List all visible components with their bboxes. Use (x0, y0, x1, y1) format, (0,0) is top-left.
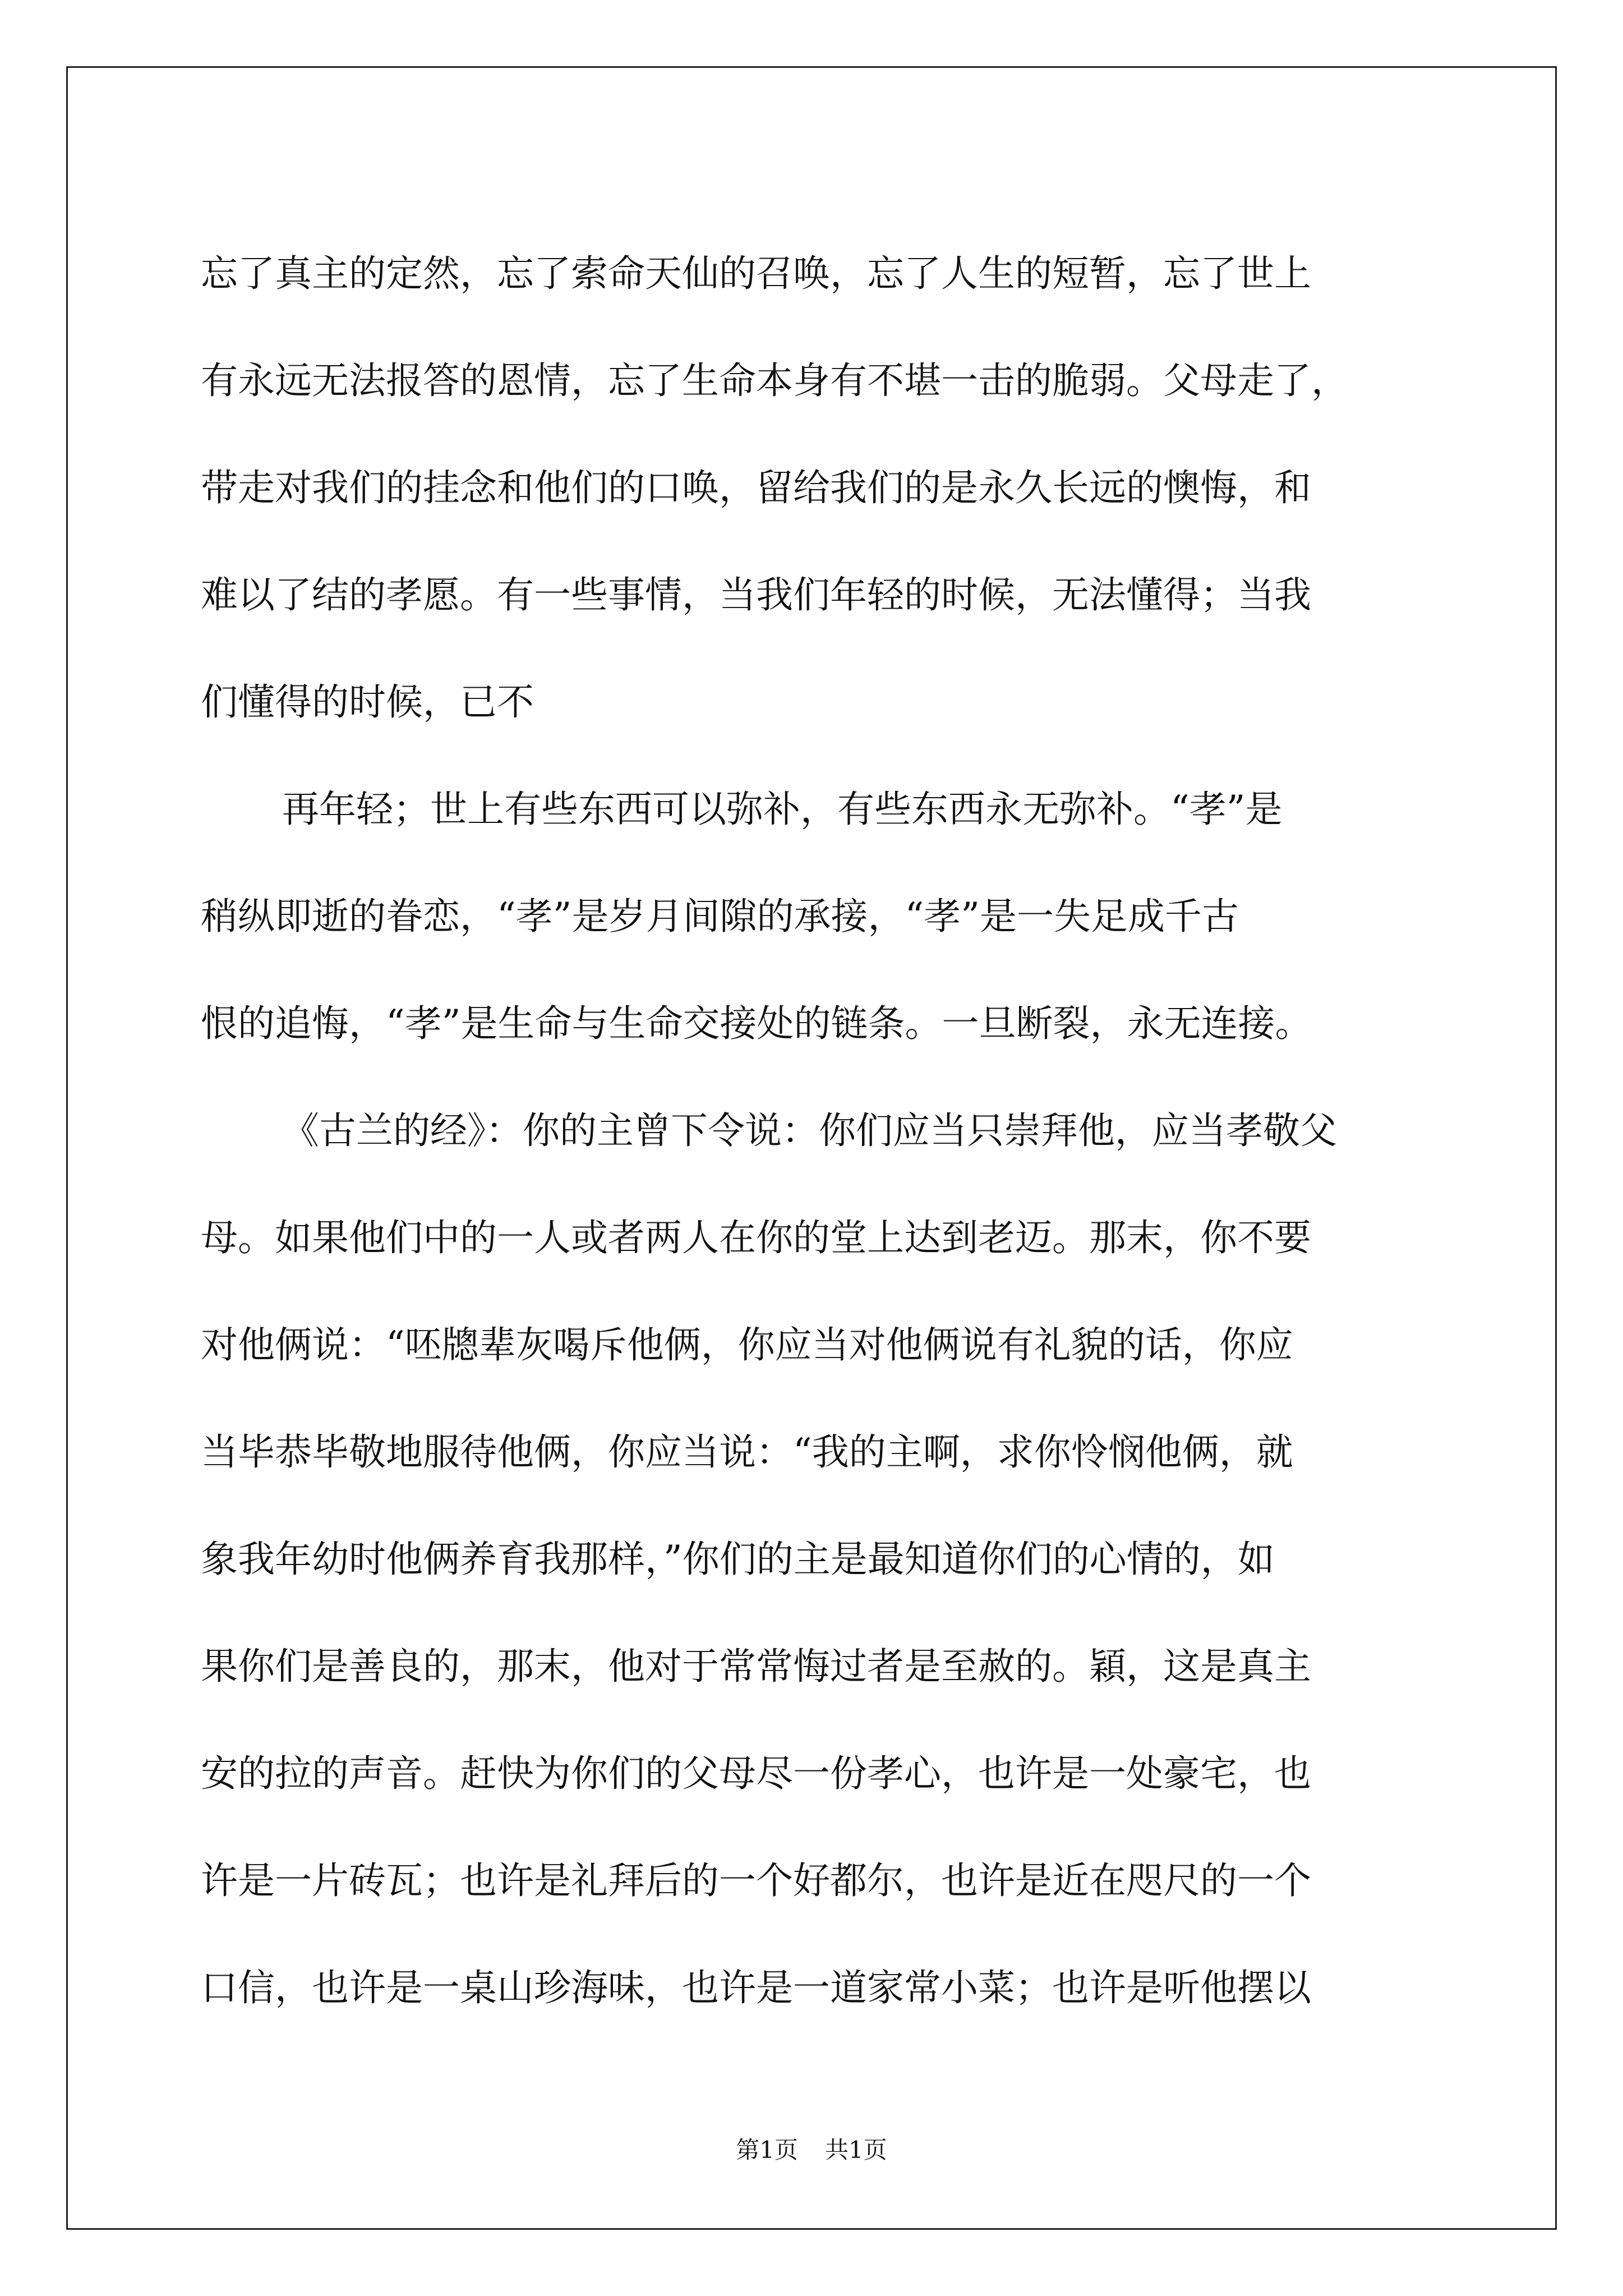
page-number: 第1页 (736, 2136, 798, 2164)
text-line: 母。如果他们中的一人或者两人在你的堂上达到老迈。那末，你不要 (201, 1216, 1311, 1259)
text-line: 象我年幼时他俩养育我那样，”你们的主是最知道你们的心情的，如 (201, 1538, 1275, 1581)
text-line: 们懂得的时候，已不 (201, 680, 534, 724)
text-line: 对他俩说：“呸牕辈灰喝斥他俩，你应当对他俩说有礼貌的话，你应 (201, 1323, 1293, 1366)
text-line: 带走对我们的挂念和他们的口唤，留给我们的是永久长远的懊悔，和 (201, 466, 1311, 509)
text-line: 恨的追悔，“孝”是生命与生命交接处的链条。一旦断裂，永无连接。 (201, 1002, 1312, 1045)
text-line: 《古兰的经》：你的主曾下令说：你们应当只崇拜他，应当孝敬父 (282, 1109, 1337, 1152)
text-line: 安的拉的声音。赶快为你们的父母尽一份孝心，也许是一处豪宅，也 (201, 1752, 1311, 1795)
text-line: 果你们是善良的，那末，他对于常常悔过者是至赦的。穎，这是真主 (201, 1645, 1311, 1688)
text-line: 稍纵即逝的眷恋，“孝”是岁月间隙的承接，“孝”是一失足成千古 (201, 895, 1239, 938)
page-footer (0, 2132, 1623, 2165)
text-line: 许是一片砖瓦；也许是礼拜后的一个好都尔，也许是近在咫尺的一个 (201, 1859, 1311, 1902)
page-total: 共1页 (825, 2136, 887, 2164)
text-line: 难以了结的孝愿。有一些事情，当我们年轻的时候，无法懂得；当我 (201, 573, 1311, 616)
document-body (201, 220, 1435, 2041)
text-line: 忘了真主的定然，忘了索命天仙的召唤，忘了人生的短暂，忘了世上 (201, 252, 1311, 295)
text-line: 口信，也许是一桌山珍海味，也许是一道家常小菜；也许是听他摆以 (201, 1966, 1311, 2009)
text-line: 有永远无法报答的恩情，忘了生命本身有不堪一击的脆弱。父母走了， (201, 359, 1348, 402)
text-line: 当毕恭毕敬地服待他俩，你应当说：“我的主啊，求你怜悯他俩，就 (201, 1430, 1293, 1474)
text-line: 再年轻；世上有些东西可以弥补，有些东西永无弥补。“孝”是 (282, 788, 1283, 831)
